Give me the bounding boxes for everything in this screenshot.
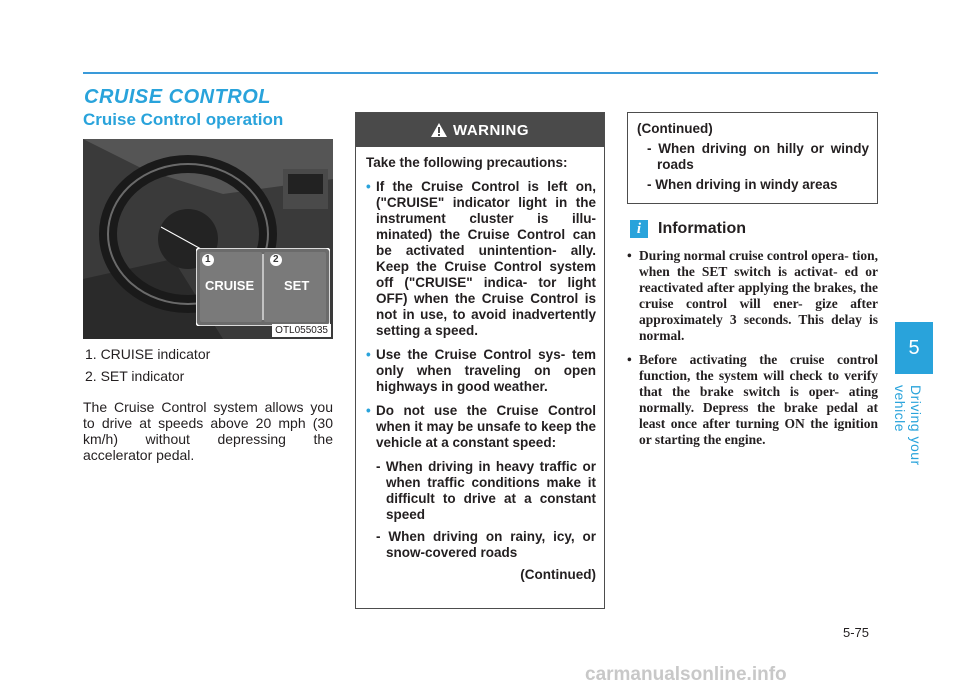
dashboard-photo [83, 139, 333, 339]
warning-bullet: • Use the Cruise Control sys- tem only when traveling on open highways in good weather. [366, 347, 596, 394]
warning-dash-item: - When driving in heavy traffic or when traffic conditions make it difficult to drive at a constant speed [376, 459, 596, 522]
warning-header [356, 113, 604, 147]
cruise-button-label: CRUISE [205, 278, 255, 293]
warning-bullet: • If the Cruise Control is left on, ("CRUISE" indicator light in the instrument cluster is illu- minated) the Cruise Control can be activated unintention- ally. Keep the Cruise Control system off ("CRUISE" indica- tor light OFF) when the Cruise Control is not in use, to avoid inadvertently setting a speed. [366, 179, 596, 338]
information-item: • Before activating the cruise control function, the system will check to verify that the brake switch is oper- ating normally. Depress the brake pedal at least once after turning ON the ignition or starting the engine. [627, 352, 878, 447]
left-column-text [83, 345, 333, 463]
continued-dash-item: - When driving in windy areas [647, 177, 838, 192]
subsection-title: Cruise Control operation [83, 110, 284, 129]
description-paragraph: The Cruise Control system allows you to drive at speeds above 20 mph (30 km/h) without depressing the accelerator pedal. [83, 399, 333, 463]
chapter-tab: 5 [895, 322, 933, 374]
bullet-dot-icon: • [366, 403, 371, 418]
information-title: Information [658, 220, 746, 237]
warning-triangle-icon [431, 123, 447, 137]
continued-box [627, 112, 878, 204]
warning-continued: (Continued) [520, 567, 596, 582]
watermark: carmanualsonline.info [585, 664, 787, 685]
warning-bullet: • Do not use the Cruise Control when it may be unsafe to keep the vehicle at a constant speed: [366, 403, 596, 450]
marker-1: 1 [205, 254, 211, 265]
marker-2: 2 [273, 254, 279, 265]
warning-dash-item: - When driving on rainy, icy, or snow-covered roads [376, 529, 596, 560]
continued-heading: (Continued) [637, 121, 713, 136]
information-item: • During normal cruise control opera- tion, when the SET switch is activat- ed or reactivated after applying the brakes, the cruise control will ener- gize after approximately 3 seconds. This delay is normal. [627, 248, 878, 343]
bullet-dot-icon: • [366, 179, 371, 194]
set-button-label: SET [284, 278, 310, 293]
warning-box [355, 112, 605, 609]
warning-lead: Take the following precautions: [366, 155, 568, 170]
page-number: 5-75 [843, 625, 870, 640]
top-rule [83, 72, 878, 74]
bullet-dot-icon: • [366, 347, 371, 362]
chapter-label: Driving your vehicle [892, 385, 924, 466]
indicator-item-1: 1. CRUISE indicator [85, 346, 211, 362]
photo-code: OTL055035 [272, 324, 331, 337]
indicator-item-2: 2. SET indicator [85, 368, 185, 384]
information-header [630, 220, 746, 238]
warning-title: WARNING [453, 121, 529, 139]
info-icon: i [630, 220, 648, 238]
warning-body [356, 147, 604, 583]
section-title: CRUISE CONTROL [84, 86, 271, 108]
bullet-dot-icon: • [627, 248, 632, 263]
continued-dash-item: - When driving on hilly or windy roads [647, 141, 869, 172]
bullet-dot-icon: • [627, 352, 632, 367]
information-list [627, 248, 878, 456]
